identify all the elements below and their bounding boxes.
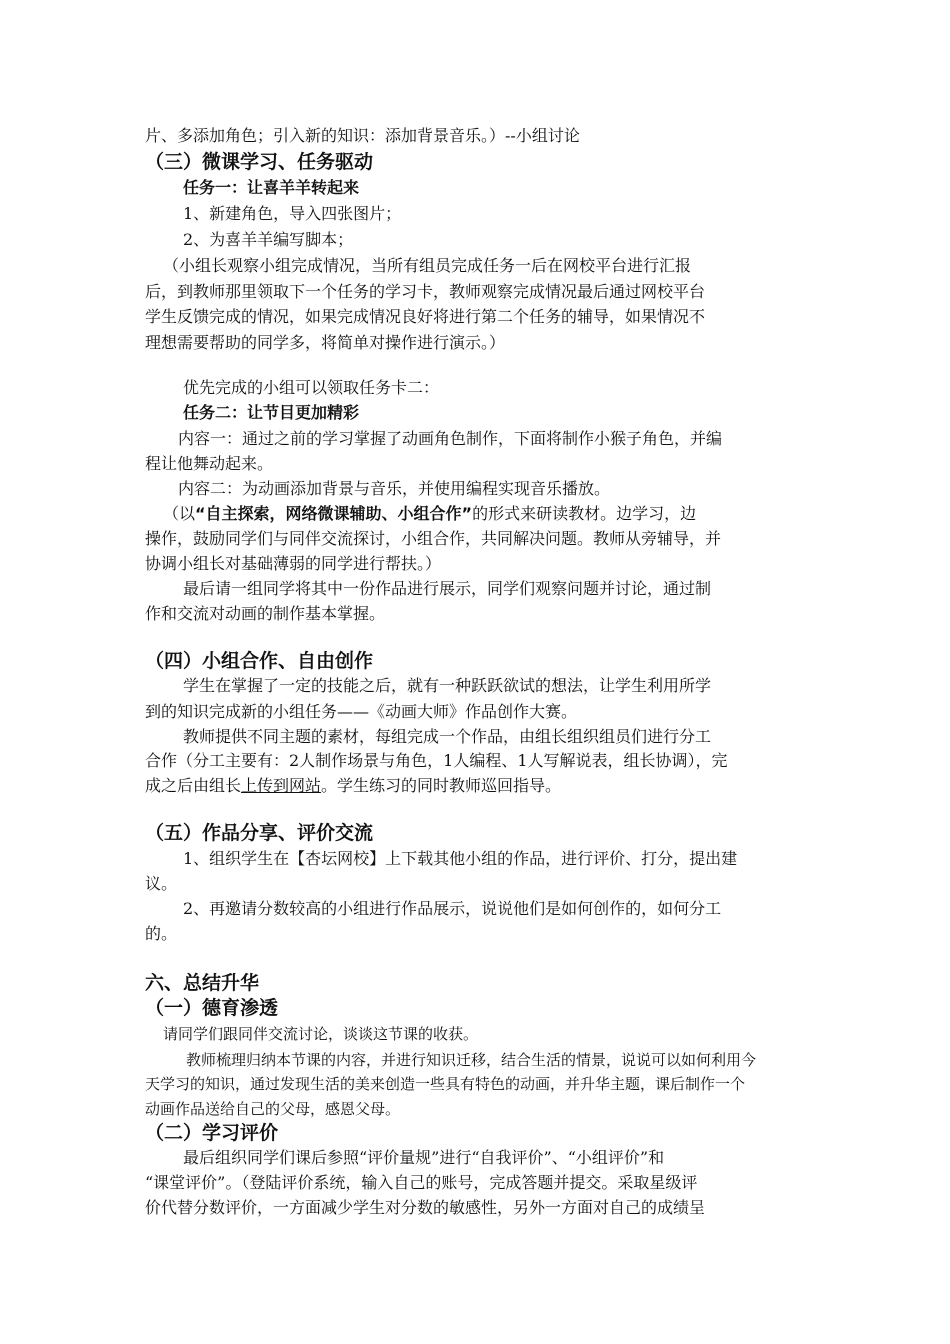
text-line: （小组长观察小组完成情况，当所有组员完成任务一后在网校平台进行汇报 <box>163 256 692 275</box>
task-two-title: 任务二：让节目更加精彩 <box>183 403 360 422</box>
text-line: 操作，鼓励同学们与同伴交流探讨，小组合作，共同解决问题。教师从旁辅导，并 <box>145 529 722 548</box>
text-line: 最后组织同学们课后参照“评价量规”进行“自我评价”、“小组评价”和 <box>183 1148 665 1167</box>
text-line: 后，到教师那里领取下一个任务的学习卡，教师观察完成情况最后通过网校平台 <box>145 282 706 301</box>
text-span: 。学生练习的同时教师巡回指导。 <box>321 776 562 795</box>
text-line: 最后请一组同学将其中一份作品进行展示，同学们观察问题并讨论，通过制 <box>183 579 712 598</box>
text-line: 片、多添加角色；引入新的知识：添加背景音乐。）--小组讨论 <box>145 126 580 145</box>
text-line: 议。 <box>145 874 178 893</box>
text-line: 到的知识完成新的小组任务——《动画大师》作品创作大赛。 <box>145 702 578 721</box>
subsection-heading: （二）学习评价 <box>145 1122 279 1144</box>
text-line: 学生反馈完成的情况，如果完成情况良好将进行第二个任务的辅导，如果情况不 <box>145 307 706 326</box>
text-line: 1、组织学生在【杏坛网校】上下载其他小组的作品，进行评价、打分，提出建 <box>183 849 738 868</box>
text-line: 内容二：为动画添加背景与音乐，并使用编程实现音乐播放。 <box>178 479 611 498</box>
subsection-heading: （一）德育渗透 <box>145 997 279 1019</box>
task-one-title: 任务一：让喜羊羊转起来 <box>183 178 360 197</box>
text-line: 合作（分工主要有：2人制作场景与角色，1人编程、1人写解说表，组长协调），完 <box>145 751 728 770</box>
text-line: 协调小组长对基础薄弱的同学进行帮扶。） <box>145 554 442 573</box>
text-line: 学生在掌握了一定的技能之后，就有一种跃跃欲试的想法，让学生利用所学 <box>183 676 712 695</box>
text-line: 作和交流对动画的制作基本掌握。 <box>145 604 386 623</box>
section-heading-3: （三）微课学习、任务驱动 <box>145 151 374 173</box>
text-line: 天学习的知识，通过发现生活的美来创造一些具有特色的动画，并升华主题，课后制作一个 <box>145 1075 746 1093</box>
text-line: 内容一：通过之前的学习掌握了动画角色制作，下面将制作小猴子角色，并编 <box>178 429 723 448</box>
text-line: 价代替分数评价，一方面减少学生对分数的敏感性，另外一方面对自己的成绩呈 <box>145 1198 706 1217</box>
section-heading-5: （五）作品分享、评价交流 <box>145 822 374 844</box>
text-line <box>145 774 561 798</box>
underlined-text: 上传到网站 <box>241 776 322 795</box>
text-line: 理想需要帮助的同学多，将简单对操作进行演示。） <box>145 333 506 352</box>
text-line: 教师提供不同主题的素材，每组完成一个作品，由组长组织组员们进行分工 <box>183 727 712 746</box>
text-span: 的形式来研读教材。边学习，边 <box>472 504 697 523</box>
text-line: 2、为喜羊羊编写脚本； <box>183 230 354 249</box>
text-line: 请同学们跟同伴交流讨论，谈谈这节课的收获。 <box>163 1025 479 1043</box>
text-span: 成之后由组长 <box>145 776 242 795</box>
text-line: 优先完成的小组可以领取任务卡二： <box>183 378 440 397</box>
text-span: （以 <box>163 504 196 523</box>
text-line <box>163 502 696 526</box>
emphasis-text: “自主探索，网络微课辅助、小组合作” <box>195 504 473 523</box>
section-heading-4: （四）小组合作、自由创作 <box>145 650 374 672</box>
text-line: 动画作品送给自己的父母，感恩父母。 <box>145 1100 401 1118</box>
text-line: 程让他舞动起来。 <box>145 454 274 473</box>
text-line: “课堂评价”。（登陆评价系统，输入自己的账号，完成答题并提交。采取星级评 <box>145 1173 698 1192</box>
text-line: 2、再邀请分数较高的小组进行作品展示，说说他们是如何创作的，如何分工 <box>183 899 722 918</box>
text-line: 教师梳理归纳本节课的内容，并进行知识迁移，结合生活的情景，说说可以如何利用今 <box>186 1051 757 1069</box>
text-line: 1、新建角色，导入四张图片； <box>183 204 402 223</box>
text-line: 的。 <box>145 924 178 943</box>
chapter-heading-6: 六、总结升华 <box>145 972 260 994</box>
